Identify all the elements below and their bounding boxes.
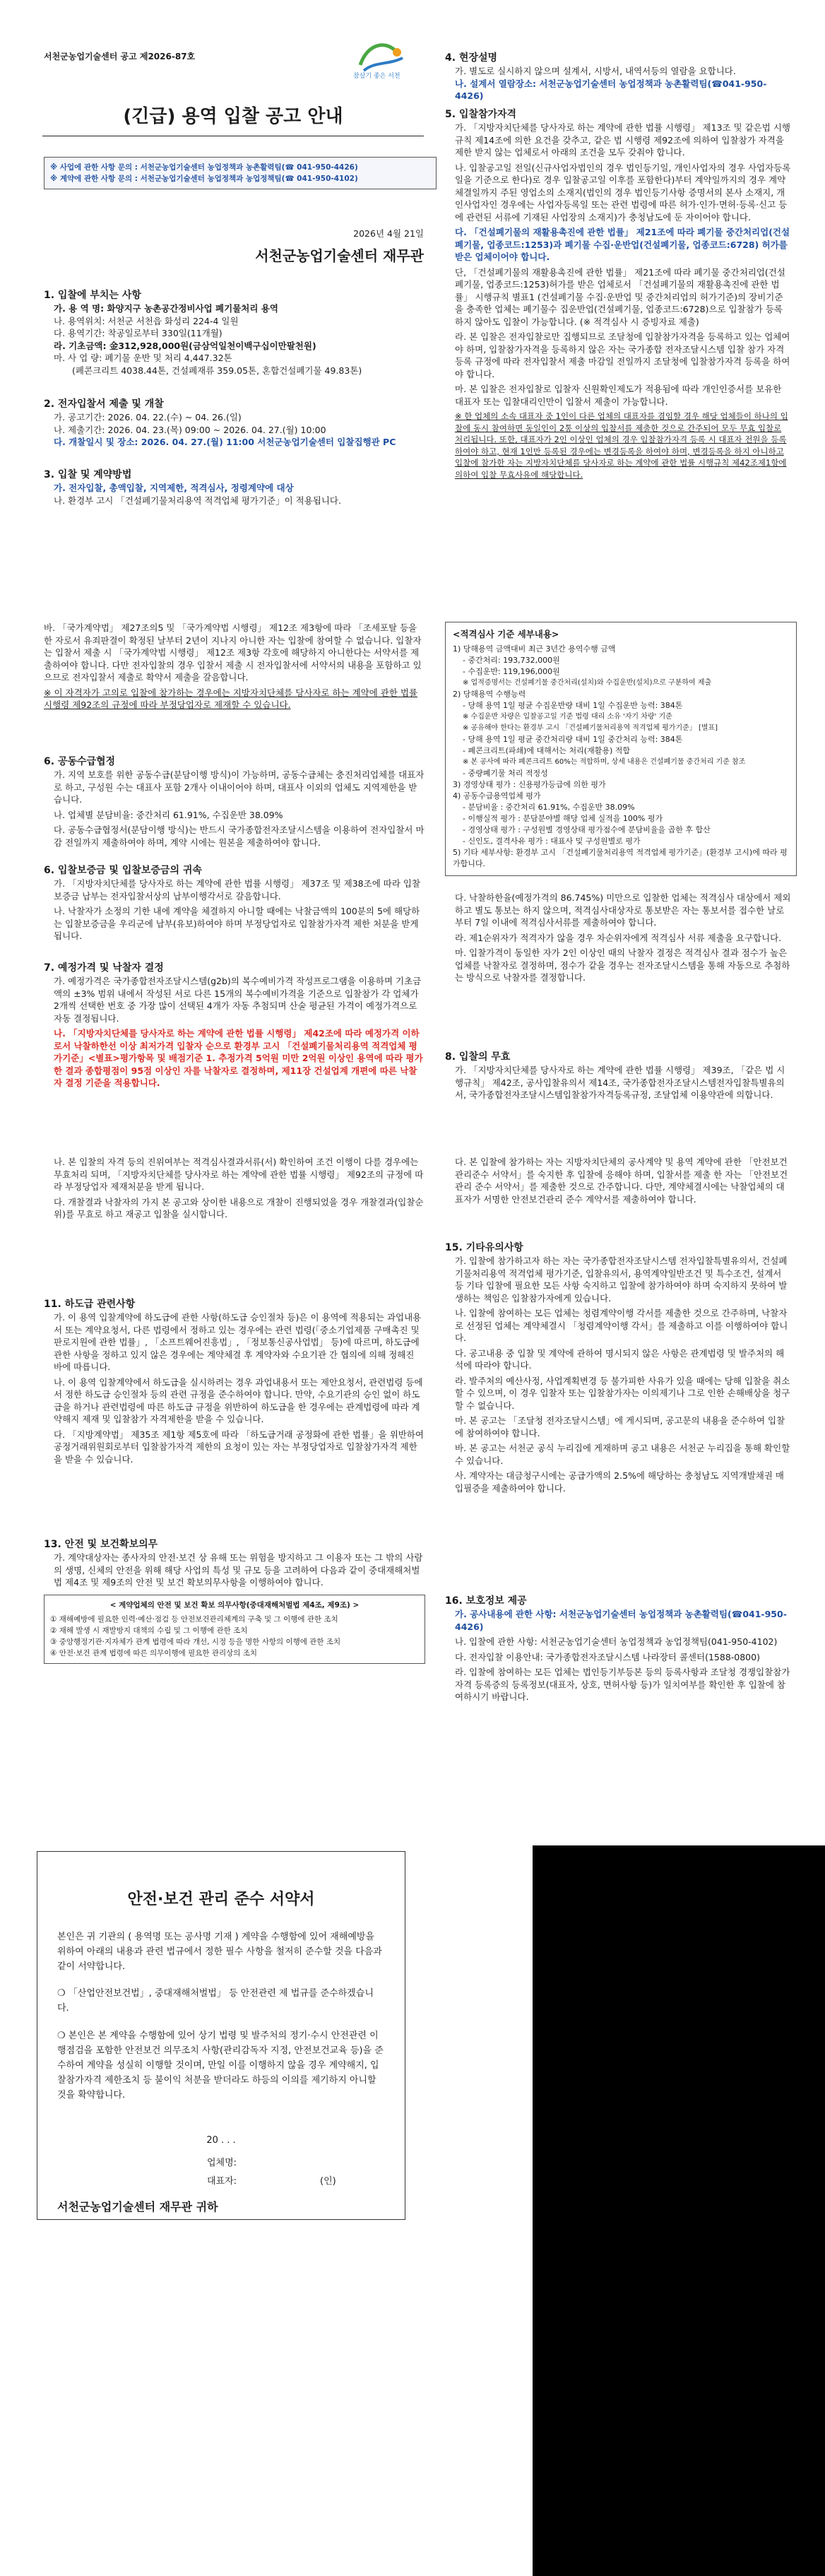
contact-contract: ※ 계약에 관한 사항 문의 : 서천군농업기술센터 농업정책과 농업정책팀(☎ 041-950-4102): [50, 175, 358, 183]
section-12-cont: [445, 1156, 791, 1208]
document-number: 서천군농업기술센터 공고 제2026-87호: [44, 52, 196, 61]
section-deposit: [44, 863, 425, 945]
section-6: [44, 755, 425, 851]
section-title: 13. 안전 및 보건확보의무: [44, 1539, 158, 1550]
criteria-line: - 당해 용역 1일 평균 중간처리량 대비 1일 중간처리 능력: 384톤: [463, 734, 683, 744]
criteria-line: 3) 경영상태 평가 : 신용평가등급에 의한 평가: [453, 779, 606, 789]
pledge-company-label: 업체명:: [207, 2158, 237, 2168]
duty-item: ④ 안전·보건 관계 법령에 따른 의무이행에 필요한 관리상의 조치: [50, 1648, 258, 1658]
para-d: 라. 발주처의 예산사정, 사업계획변경 등 불가피한 사유가 있을 때에는 당해 입찰을 취소할 수 있으며, 이 경우 입찰자 또는 입찰참가자는 이의제기나 그로 인한 손해배상을 청구할 수 없습니다.: [455, 1375, 790, 1411]
criteria-line: - 수집운반: 119,196,000원: [463, 666, 560, 676]
duty-box: [44, 1595, 425, 1664]
para-b: 나. 입찰에 참여하는 모든 업체는 청렴계약이행 각서를 제출한 것으로 간주하며, 낙찰자로 선정된 업체는 계약체결시 「청렴계약이행 각서」를 제출하고 이를 이행하여야 합니다.: [455, 1308, 788, 1343]
para-b: 나. 업체별 분담비율: 중간처리 61.91%, 수집운반 38.09%: [54, 809, 283, 820]
criteria-line: 4) 공동수급용역업체 평가: [453, 791, 541, 800]
para-a: 가. 「지방자치단체를 당사자로 하는 계약에 관한 법률 시행령」 제37조 및 제38조에 따라 입찰보증금 납부는 전자입찰서상의 납부이행각서로 갈음합니다.: [54, 878, 421, 902]
pledge-form: [37, 1851, 405, 2220]
section-13: [44, 1537, 425, 1664]
para-c: 다. 전자입찰 이용안내: 국가종합전자조달시스템 나라장터 콜센터(1588-0800): [455, 1651, 760, 1662]
item-inspection-place: 나. 설계서 열람장소: 서천군농업기술센터 농업정책과 농촌활력팀(☎041-950-4426): [455, 78, 767, 101]
para-b: 나. 본 입찰의 자격 등의 진위여부는 적격심사결과서류(서) 확인하여 조건 이행이 다를 경우에는 무효처리 되며, 「지방자치단체를 당사자로 하는 계약에 관한 법률 시행령」 제92조의 규정에 따라 부정당업자 제재처분을 받게 됩니다.: [54, 1157, 424, 1192]
section-price: [44, 961, 425, 1092]
item-notice-period: 가. 공고기간: 2026. 04. 22.(수) ~ 04. 26.(일): [54, 412, 242, 423]
duty-item: ① 재해예방에 필요한 인력·예산·점검 등 안전보건관리체계의 구축 및 그 이행에 관한 조치: [50, 1614, 338, 1624]
para-c: 다. 「건설폐기물의 재활용촉진에 관한 법률」 제21조에 따라 폐기물 중간처리업(건설폐기물, 업종코드:1253)과 폐기물 수집·운반업(건설폐기물, 업종코드:6728) 허가를 받은 업체이어야 합니다.: [455, 227, 790, 262]
para-b: 나. 입찰공고일 전일(신규사업자법인의 경우 법인등기일, 개인사업자의 경우 사업자등록일을 기준으로 한다)로 경우 입찰공고일 이후를 포함한다)부터 계약일까지의 경우 계약체결일까지 주된 영업소의 소재지(법인의 경우 법인등기사항 증명서의 본사 소재지, 개인사업자인 경우에는 사업자등록일 또는 관련 법령에 따른 허가·인가·면허·등록·신고 등에 관련된 서류에 기재된 사업장의 소재지)가 충청남도에 둔 자이어야 합니다.: [455, 162, 791, 223]
criteria-box: [445, 622, 797, 876]
section-title: 6. 입찰보증금 및 입찰보증금의 귀속: [44, 865, 202, 876]
item-submit-period: 나. 제출기간: 2026. 04. 23.(목) 09:00 ~ 2026. 04. 27.(월) 10:00: [54, 424, 326, 435]
duty-item: ③ 중앙행정기관·지자체가 관계 법령에 따라 개선, 시정 등을 명한 사항의 이행에 관한 조치: [50, 1637, 341, 1646]
item-base-amount: 라. 기초금액: 金312,928,000원(금삼억일천이백구십이만팔천원): [54, 340, 316, 351]
section-4: [445, 51, 791, 102]
criteria-line: ※ 본 공사에 따라 폐콘크리트 60%는 적합하며, 상세 내용은 건설폐기물 중간처리 기준 참조: [463, 757, 746, 766]
section-1: [44, 288, 425, 377]
section-5: [445, 107, 791, 483]
item-volume-detail: (폐콘크리트 4038.44톤, 건설폐재류 359.05톤, 혼합건설폐기물 49.83톤): [72, 365, 362, 376]
section-15: [445, 1241, 791, 1497]
pledge-title: 안전·보건 관리 준수 서약서: [127, 1891, 315, 1908]
para-b: 나. 낙찰자가 소정의 기한 내에 계약을 체결하지 아니할 때에는 낙찰금액의 100분의 5에 해당하는 입찰보증금을 우리군에 납부(유보)하여야 하며 부정당업자로 입찰참가자격 제한 처분을 받게 됩니다.: [54, 906, 420, 941]
notice-date: 2026년 4월 21일: [353, 228, 424, 239]
section-invalid: [445, 1050, 791, 1104]
criteria-line: - 중간처리: 193,732,000원: [463, 655, 560, 665]
pledge-item-obligation: ❍ 본인은 본 계약을 수행함에 있어 상기 법령 및 발주처의 정기·수시 안전관련 이행점검을 포함한 안전보건 의무조치 사항(관리감독자 지정, 안전보건교육 등)을 준수하여 계약을 성실히 이행할 것이며, 만일 이를 이행하지 않을 경우 계약해지, 입찰참가자격 제한조치 등 불이익 처분을 받더라도 하등의 이의를 제기하지 아니할 것을 확약합니다.: [57, 2031, 384, 2101]
item-location: 나. 용역위치: 서천군 서천읍 화성리 224-4 일원: [54, 315, 239, 326]
criteria-line: 1) 당해용역 금액대비 최근 3년간 용역수행 금액: [453, 644, 616, 654]
para-c: 다. 「지방계약법」 제35조 제1항 제5호에 따라 「하도급거래 공정화에 관한 법률」을 위반하여 공정거래위원회로부터 입찰참가자격 제한의 요청이 있는 자는 부정당업자로 입찰참가자격 제한을 받을 수 있습니다.: [54, 1429, 424, 1465]
section-title: 7. 예정가격 및 낙찰자 결정: [44, 962, 164, 974]
item-no-briefing: 가. 별도로 실시하지 않으며 설계서, 시방서, 내역서등의 열람을 요합니다.: [455, 66, 736, 76]
criteria-line: - 중량폐기물 처리 적정성: [463, 768, 548, 778]
section-title: 6. 공동수급협정: [44, 756, 116, 767]
redacted-area: [533, 1845, 825, 2576]
para-a: 가. 예정가격은 국가종합전자조달시스템(g2b)의 복수예비가격 작성프로그램을 이용하며 기초금액의 ±3% 범위 내에서 작성된 서로 다른 15개의 복수예비가격을 기준으로 입찰참가 각 업체가 2개씩 선택한 번호 중 가장 많이 선택된 4개가 자동 추첨되며 산술 평균된 가격이 예정가격으로 자동 결정됩니다.: [54, 976, 422, 1024]
para-c-note: 단, 「건설폐기물의 재활용촉진에 관한 법률」 제21조에 따라 폐기물 중간처리업(건설폐기물, 업종코드:1253)허가를 받은 업체로서 「건설폐기물의 재활용촉진에 관한 법률」 시행규칙 별표1 (건설폐기물 수집·운반업 및 중간처리업의 허가기준)의 장비기준을 충족한 업체는 폐기물수 집운반업(건설폐기물, 업종코드:6728)으로 입찰참가 등록하지 않아도 입찰이 가능합니다. (※ 적격심사 시 증빙자료 제출): [455, 266, 785, 327]
section-11: [44, 1297, 425, 1468]
para-c: 다. 개찰결과 낙찰자의 가지 본 공고와 상이한 내용으로 개찰이 진행되었을 경우 개찰결과(입찰순위)를 무효로 하고 재공고 입찰을 실시합니다.: [54, 1196, 424, 1219]
para-a: 가. 계약대상자는 종사자의 안전·보건 상 유해 또는 위험을 방지하고 그 이용자 또는 그 밖의 사람의 생명, 신체의 안전을 위해 해당 사업의 특성 및 규모 등을 고려하여 다음과 같이 중대재해처벌법 제4조 및 제9조의 안전 및 보건 확보의무사항을 이행하여야 합니다.: [54, 1552, 423, 1588]
para-a: 가. 「지방자치단체를 당사자로 하는 계약에 관한 법률 시행령」 제13조 및 같은법 시행규칙 제14조에 의한 요건을 갖추고, 같은 법 시행령 제92조에 의하여 입찰참가 자격을 제한 받지 않는 업체로서 아래의 조건을 모두 갖춰야 합니다.: [455, 122, 790, 158]
section-title: 3. 입찰 및 계약방법: [44, 469, 132, 480]
para-e: 마. 입찰가격이 동일한 자가 2인 이상인 때의 낙찰자 결정은 적격심사 결과 점수가 높은 업체를 낙찰자로 결정하며, 점수가 같을 경우는 전자조달시스템을 통해 자동으로 추첨하는 방식으로 낙찰자를 결정합니다.: [455, 947, 790, 983]
criteria-title: <적격심사 기준 세부내용>: [453, 629, 559, 639]
para-e: 마. 본 공고는 「조달청 전자조달시스템」에 게시되며, 공고문의 내용을 준수하여 입찰에 참여하여야 합니다.: [455, 1415, 785, 1438]
contact-box: [44, 157, 437, 189]
item-method: 가. 전자입찰, 총액입찰, 지역제한, 적격심사, 정령계약에 대상: [54, 483, 294, 493]
section-title: 16. 보호정보 제공: [445, 1595, 527, 1607]
issuer-name: 서천군농업기술센터 재무관: [255, 247, 424, 264]
criteria-line: ※ 수집운반 차량은 입찰공고일 기준 법령 대리 소유 '자기 차량' 기준: [463, 712, 672, 721]
para-d: 라. 제1순위자가 적격자가 않을 경우 차순위자에게 적격심사 서류 제출을 요구합니다.: [455, 932, 782, 943]
criteria-line: - 당해 용역 1일 평균 수집운반량 대비 1일 수집운반 능력: 384톤: [463, 700, 683, 710]
item-opening: 다. 개찰일시 및 장소: 2026. 04. 27.(월) 11:00 서천군농업기술센터 입찰집행관 PC: [54, 437, 396, 447]
section-title: 8. 입찰의 무효: [445, 1051, 511, 1063]
criteria-line: 5) 기타 세부사항: 환경부 고시 「건설폐기물처리용역 적격업체 평가기준」(환경부 고시)에 따라 평가합니다.: [453, 847, 788, 868]
para-b: 나. 입찰에 관한 사항: 서천군농업기술센터 농업정책과 농업정책팀(041-950-4102): [455, 1636, 778, 1647]
section-3: [44, 468, 425, 507]
pledge-footer: 서천군농업기술센터 재무관 귀하: [57, 2200, 218, 2214]
item-service-name: 가. 용 역 명: 화양지구 농촌공간정비사업 폐기물처리 용역: [54, 303, 278, 314]
para-a: 가. 지역 보호를 위한 공동수급(분담이행 방식)이 가능하며, 공동수급체는 충진처리업체를 대표자로 하고, 구성원 수는 대표사 포함 2개사 이내이어야 하며, 대표사 이외의 업체도 지역제한을 받습니다.: [54, 769, 425, 805]
criteria-line: - 분담비율 : 중간처리 61.91%, 수집운반 38.09%: [463, 802, 635, 812]
para-a: 가. 공사내용에 관한 사항: 서천군농업기술센터 농업정책과 농촌활력팀(☎041-950-4426): [455, 1609, 787, 1632]
para-c: 다. 공고내용 중 입찰 및 계약에 관하여 명시되지 않은 사항은 관계법령 및 발주처의 해석에 따라야 합니다.: [455, 1347, 785, 1371]
criteria-line: - 폐콘크리트(파쇄)에 대해서는 처리(재활용) 적합: [463, 745, 631, 755]
para-a: 가. 「지방자치단체를 당사자로 하는 계약에 관한 법률 시행령」 제39조, 「같은 법 시행규칙」 제42조, 공사입찰유의서 제14조, 국가종합전자조달시스템전자입찰특별유의서, 국가종합전자조달시스템입찰참가자격등록규정, 조달업체 이용약관에 의합니다.: [455, 1065, 785, 1100]
duty-item: ② 재해 발생 시 재발방지 대책의 수립 및 그 이행에 관한 조치: [50, 1626, 248, 1635]
section-5-cont: [44, 622, 425, 714]
section-16: [445, 1594, 791, 1706]
criteria-line: - 경영상태 평가 : 구성원별 경영상태 평가점수에 분담비율을 곱한 후 합산: [463, 825, 711, 834]
criteria-line: - 신인도, 결격사유 평가 : 대표사 및 구성원별로 평가: [463, 836, 641, 846]
pledge-item-law: ❍ 「산업안전보건법」, 중대재해처벌법」 등 안전관련 제 법규를 준수하겠습니다.: [57, 1988, 374, 2014]
section-title: 11. 하도급 관련사항: [44, 1299, 136, 1310]
section-invalid-cont: [44, 1156, 425, 1224]
para-e: 마. 본 입찰은 전자입찰로 입찰자 신원확인제도가 적용됨에 따라 개인인증서를 보유한 대표자 또는 입찰대리인만이 입찰서 제출이 가능합니다.: [455, 384, 782, 407]
para-f-note: ※ 이 자격자가 고의로 입찰에 참가하는 경우에는 지방자치단체를 당사자로 하는 계약에 관한 법률 시행령 제92조의 규정에 따라 부정당업자로 제재할 수 있습니다.: [44, 687, 418, 710]
criteria-line: - 이행실적 평가 : 분담분야별 해당 업체 실적을 100% 평가: [463, 813, 663, 823]
section-title: 2. 전자입찰서 제출 및 개찰: [44, 398, 164, 410]
item-standard: 나. 환경부 고시 「건설폐기물처리용역 적격업체 평가기준」이 적용됩니다.: [54, 495, 341, 506]
para-d: 라. 입찰에 참여하는 모든 업체는 법인등기부등본 등의 등록사항과 조달청 경쟁입찰참가자격 등록증의 등록정보(대표자, 상호, 면허사항 등)가 일치여부를 확인한 후 입찰에 참여하시기 바랍니다.: [455, 1667, 790, 1702]
para-g: 사. 계약자는 대금청구시에는 공급가액의 2.5%에 해당하는 충청남도 지역개발채권 매입필증을 제출하여야 합니다.: [455, 1470, 784, 1494]
para-d: 라. 본 입찰은 전자입찰로만 집행되므로 조달청에 입찰참가자격을 등록하고 있는 업체여야 하며, 입찰참가자격을 등록하지 않은 자는 국가종합 전자조달시스템 입찰 참가 자격 등록 규정에 따라 전자입찰서 제출 마감일 전일까지 조달청에 입찰참가자격 등록을 하여야 합니다.: [455, 331, 790, 379]
para-e-note: ※ 한 업체의 소속 대표자 중 1인이 다른 업체의 대표자를 겸임할 경우 해당 업체들이 하나의 입찰에 동시 참여하면 동일인이 2통 이상의 입찰서를 제출한 것으로 간주되어 모두 무효 입찰로 처리됩니다. 또한, 대표자가 2인 이상인 업체의 경우 입찰참가자격 등록 시 대표자 전원을 등록하여야 하고, 현재 1인만 등록된 경우에는 변경등록을 하여야 하며, 변경등록을 하지 아니하고 입찰에 참가한 자는 지방자치단체를 당사자로 하는 계약에 관한 법률 시행규칙 제42조제1항에 의하여 입찰 무효사유에 해당합니다.: [455, 411, 788, 480]
logo-text: 참살기 좋은 서천: [353, 73, 400, 80]
para-c: 다. 낙찰하한율(예정가격의 86.745%) 미만으로 입찰한 업체는 적격심사 대상에서 제외하고 별도 통보는 하지 않으며, 적격심사대상자로 통보받은 자는 통보서를 접수한 날로부터 7일 이내에 적격심사서류를 제출하여야 합니다.: [455, 892, 791, 928]
para-b: 나. 이 용역 입찰계약에서 하도급을 실시하려는 경우 과업내용서 또는 제안요청서, 관련법령 등에서 정한 하도급 승인절차 등의 관련 규정을 준수하여야 합니다. 만약, 수요기관의 승인 없이 하도급을 하거나 관련법령에 따른 하도급 규정을 위반하여 하도급을 한 경우에는 관계법령에 따라 계약해지 제재 및 입찰참가 자격제한을 받을 수 있습니다.: [54, 1376, 423, 1424]
pledge-intro: 본인은 귀 기관의 ( 용역명 또는 공사명 기재 ) 계약을 수행함에 있어 재해예방을 위하여 아래의 내용과 관련 법규에서 정한 필수 사항을 철저히 준수할 것을 다음과 같이 서약합니다.: [57, 1932, 382, 1972]
pledge-rep-label: 대표자:: [207, 2176, 237, 2187]
para-a: 가. 이 용역 입찰계약에 하도급에 관한 사항(하도급 승인절차 등)은 이 용역에 적용되는 과업내용서 또는 계약요청서, 다른 법령에서 정하고 있는 경우에는 관련 법령(「중소기업제품 구매촉진 및 판로지원에 관한 법률」, 「소프트웨어진흥법」, 「정보통신공사업법」 등)에 따르며, 하도급에 관한 사항을 정하고 있지 않은 경우에는 계약체결 후 계약자와 수요기관 간 협의에 의해 정해진 바에 따릅니다.: [54, 1312, 422, 1372]
section-title: 5. 입찰참가자격: [445, 109, 517, 120]
para-c: 다. 공동수급협정서(분담이행 방식)는 반드시 국가종합전자조달시스템을 이용하여 전자입찰서 마감 전일까지 제출하여야 하며, 계약 시에는 원본을 제출하여야 합니다.: [54, 825, 425, 848]
para-f: 바. 「국가계약법」 제27조의5 및 「국가계약법 시행령」 제12조 제3항에 따라 「조세포탈 등을 한 자로서 유죄판결이 확정된 날부터 2년이 지나지 아니한 자는 입찰에 참여할 수 없습니다. 입찰자는 입찰서 제출 시 「국가계약법 시행령」 제12조 제3항 각호에 해당하지 아니한다는 서약서를 제출하여야 합니다. 다만 전자입찰의 경우 입찰서 제출 시 전자입찰서에 서약서의 내용을 포함하고 있으므로 전자입찰서 제출로 확약서 제출을 갈음합니다.: [44, 622, 422, 683]
para-a: 가. 입찰에 참가하고자 하는 자는 국가종합전자조달시스템 전자입찰특별유의서, 건설폐기물처리용역 적격업체 평가기준, 입찰유의서, 용역계약일반조건 및 특수조건, 설계서 등 기타 입찰에 필요한 모든 사항 숙지하고 입찰에 참가하여야 하며 숙지하지 못하여 발생하는 책임은 입찰참가자에게 있습니다.: [455, 1255, 788, 1304]
para-c: 다. 본 입찰에 참가하는 자는 지방자치단체의 공사계약 및 용역 계약에 관한 「안전보건관리준수 서약서」를 숙지한 후 입찰에 응해야 하며, 입찰서를 제출 한 자는 「안전보건관리 준수 서약서」를 제출한 것으로 간주합니다. 다만, 계약체결시에는 낙찰업체의 대표자가 서명한 안전보건관리 준수 계약서를 제출하여야 합니다.: [455, 1157, 788, 1205]
section-2: [44, 397, 425, 449]
criteria-line: ※ 업적증명서는 건설폐기물 중간처리(설치)와 수집운반(설치)으로 구분하여 제출: [463, 678, 712, 687]
pledge-seal: (인): [320, 2176, 336, 2187]
item-period: 다. 용역기간: 착공일로부터 330일(11개월): [54, 328, 222, 338]
criteria-line: 2) 당해용역 수행능력: [453, 689, 526, 699]
section-title: 1. 입찰에 부치는 사항: [44, 290, 141, 301]
para-b: 나. 「지방자치단체를 당사자로 하는 계약에 관한 법률 시행령」 제42조에 따라 예정가격 이하로서 낙찰하한선 이상 최저가격 입찰자 순으로 환경부 고시 「건설폐기물처리용역 적격업체 평가기준」<별표>평가항목 및 배점기준 1. 추정가격 5억원 미만 2억원 이상인 용역에 따라 평가한 결과 종합평점이 95점 이상인 자를 낙찰자로 결정하며, 제11장 건설업계 개편에 따른 낙찰자 결정 기준을 적용합니다.: [54, 1028, 423, 1088]
pledge-date: 20 . . .: [206, 2135, 236, 2146]
section-price-cont: [445, 892, 791, 987]
contact-business: ※ 사업에 관한 사항 문의 : 서천군농업기술센터 농업정책과 농촌활력팀(☎ 041-950-4426): [50, 163, 358, 172]
section-title: 15. 기타유의사항: [445, 1242, 523, 1253]
county-logo: [353, 37, 410, 86]
section-title: 4. 현장설명: [445, 52, 498, 64]
item-volume: 마. 사 업 량: 폐기물 운반 및 처리 4,447.32톤: [54, 353, 232, 363]
para-f: 바. 본 공고는 서천군 공식 누리집에 게재하며 공고 내용은 서천군 누리집을 통해 확인할 수 있습니다.: [455, 1443, 790, 1466]
page-title: (긴급) 용역 입찰 공고 안내: [123, 106, 343, 127]
duty-box-title: < 계약업체의 안전 및 보건 확보 의무사항(중대재해처벌법 제4조, 제9조) >: [109, 1600, 360, 1609]
criteria-line: ※ 공유해야 한다는 환경부 고시 「건설폐기물처리용역 적격업체 평가기준」 [별표]: [463, 723, 718, 732]
